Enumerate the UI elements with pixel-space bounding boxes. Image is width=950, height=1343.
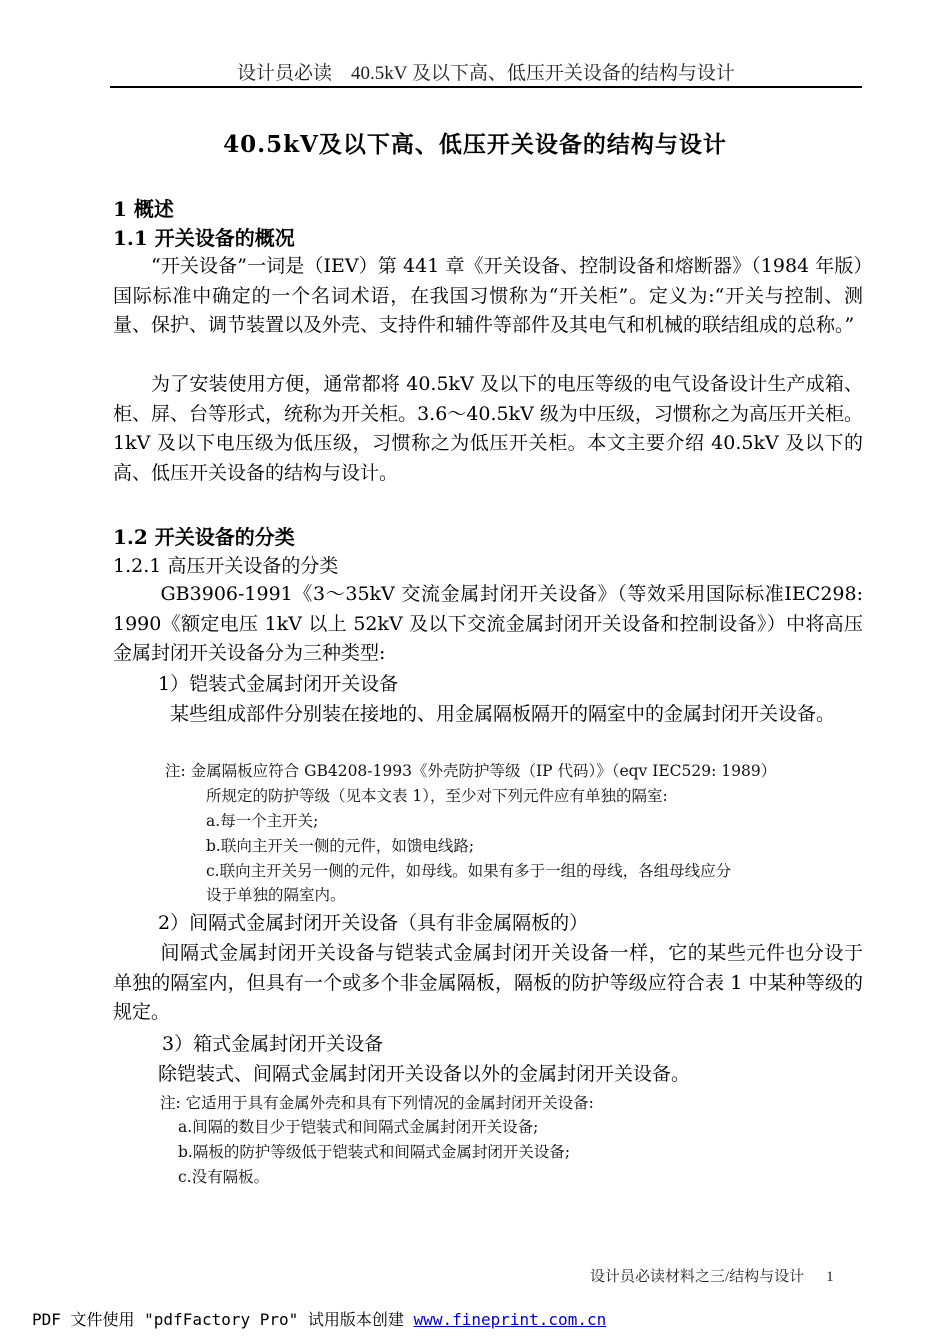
header-divider	[110, 86, 862, 88]
note-1-item-b: b.联向主开关一侧的元件，如馈电线路;	[206, 837, 475, 855]
running-header: 设计员必读 40.5kV 及以下高、低压开关设备的结构与设计	[237, 63, 735, 84]
section-heading-1-1: 1.1 开关设备的概况	[113, 226, 295, 250]
note-2-line-1: 注: 它适用于具有金属外壳和具有下列情况的金属封闭开关设备:	[160, 1094, 594, 1112]
section-heading-1-2: 1.2 开关设备的分类	[113, 525, 295, 549]
type-3-title: 3）箱式金属封闭开关设备	[162, 1033, 384, 1055]
note-1-item-a: a.每一个主开关;	[206, 812, 319, 830]
document-title: 40.5kV及以下高、低压开关设备的结构与设计	[223, 131, 727, 158]
type-1-title: 1）铠装式金属封闭开关设备	[158, 673, 399, 695]
note-1-item-c-line-1: c.联向主开关另一侧的元件，如母线。如果有多于一组的母线，各组母线应分	[206, 862, 732, 880]
banner-text: PDF 文件使用 "pdfFactory Pro" 试用版本创建	[32, 1310, 414, 1329]
footer-text: 设计员必读材料之三/结构与设计	[590, 1269, 805, 1285]
paragraph-1-2-1: GB3906-1991《3～35kV 交流金属封闭开关设备》（等效采用国际标准IEC298: 1990《额定电压 1kV 以上 52kV 及以下交流金属封闭开关设备和控制设备》）中将高压金属封闭开关设备分为三种类型:	[113, 583, 863, 664]
note-1-item-c-line-2: 设于单独的隔室内。	[206, 886, 346, 904]
note-1-line-2: 所规定的防护等级（见本文表 1），至少对下列元件应有单独的隔室:	[206, 787, 668, 805]
pdf-creator-banner	[32, 1307, 606, 1330]
note-2-item-a: a.间隔的数目少于铠装式和间隔式金属封闭开关设备;	[178, 1118, 539, 1136]
note-1-line-1: 注: 金属隔板应符合 GB4208-1993《外壳防护等级（IP 代码）》（eqv IEC529: 1989）	[165, 762, 777, 780]
type-3-description: 除铠装式、间隔式金属封闭开关设备以外的金属封闭开关设备。	[158, 1063, 691, 1085]
type-2-title: 2）间隔式金属封闭开关设备（具有非金属隔板的）	[158, 912, 589, 934]
paragraph-1-1-b: 为了安装使用方便，通常都将 40.5kV 及以下的电压等级的电气设备设计生产成箱、柜、屏、台等形式，统称为开关柜。3.6～40.5kV 级为中压级，习惯称之为高压开关柜。1kV 及以下电压级为低压级，习惯称之为低压开关柜。本文主要介绍 40.5kV 及以下的高、低压开关设备的结构与设计。	[113, 373, 863, 484]
fineprint-link[interactable]: www.fineprint.com.cn	[413, 1310, 607, 1329]
page-footer	[590, 1265, 834, 1286]
section-heading-1-2-1: 1.2.1 高压开关设备的分类	[113, 555, 339, 577]
note-2-item-c: c.没有隔板。	[178, 1168, 270, 1186]
type-1-description: 某些组成部件分别装在接地的、用金属隔板隔开的隔室中的金属封闭开关设备。	[170, 703, 836, 725]
note-2-item-b: b.隔板的防护等级低于铠装式和间隔式金属封闭开关设备;	[178, 1143, 571, 1161]
page-number: 1	[826, 1269, 834, 1285]
paragraph-1-1-a: “开关设备”一词是（IEV）第 441 章《开关设备、控制设备和熔断器》（1984 年版）国际标准中确定的一个名词术语，在我国习惯称为“开关柜”。定义为:“开关与控制、测量、保护、调节装置以及外壳、支持件和辅件等部件及其电气和机械的联结组成的总称。”	[113, 255, 863, 336]
type-2-description: 间隔式金属封闭开关设备与铠装式金属封闭开关设备一样，它的某些元件也分设于单独的隔室内，但具有一个或多个非金属隔板，隔板的防护等级应符合表 1 中某种等级的规定。	[113, 942, 863, 1023]
section-heading-1: 1 概述	[113, 197, 174, 221]
